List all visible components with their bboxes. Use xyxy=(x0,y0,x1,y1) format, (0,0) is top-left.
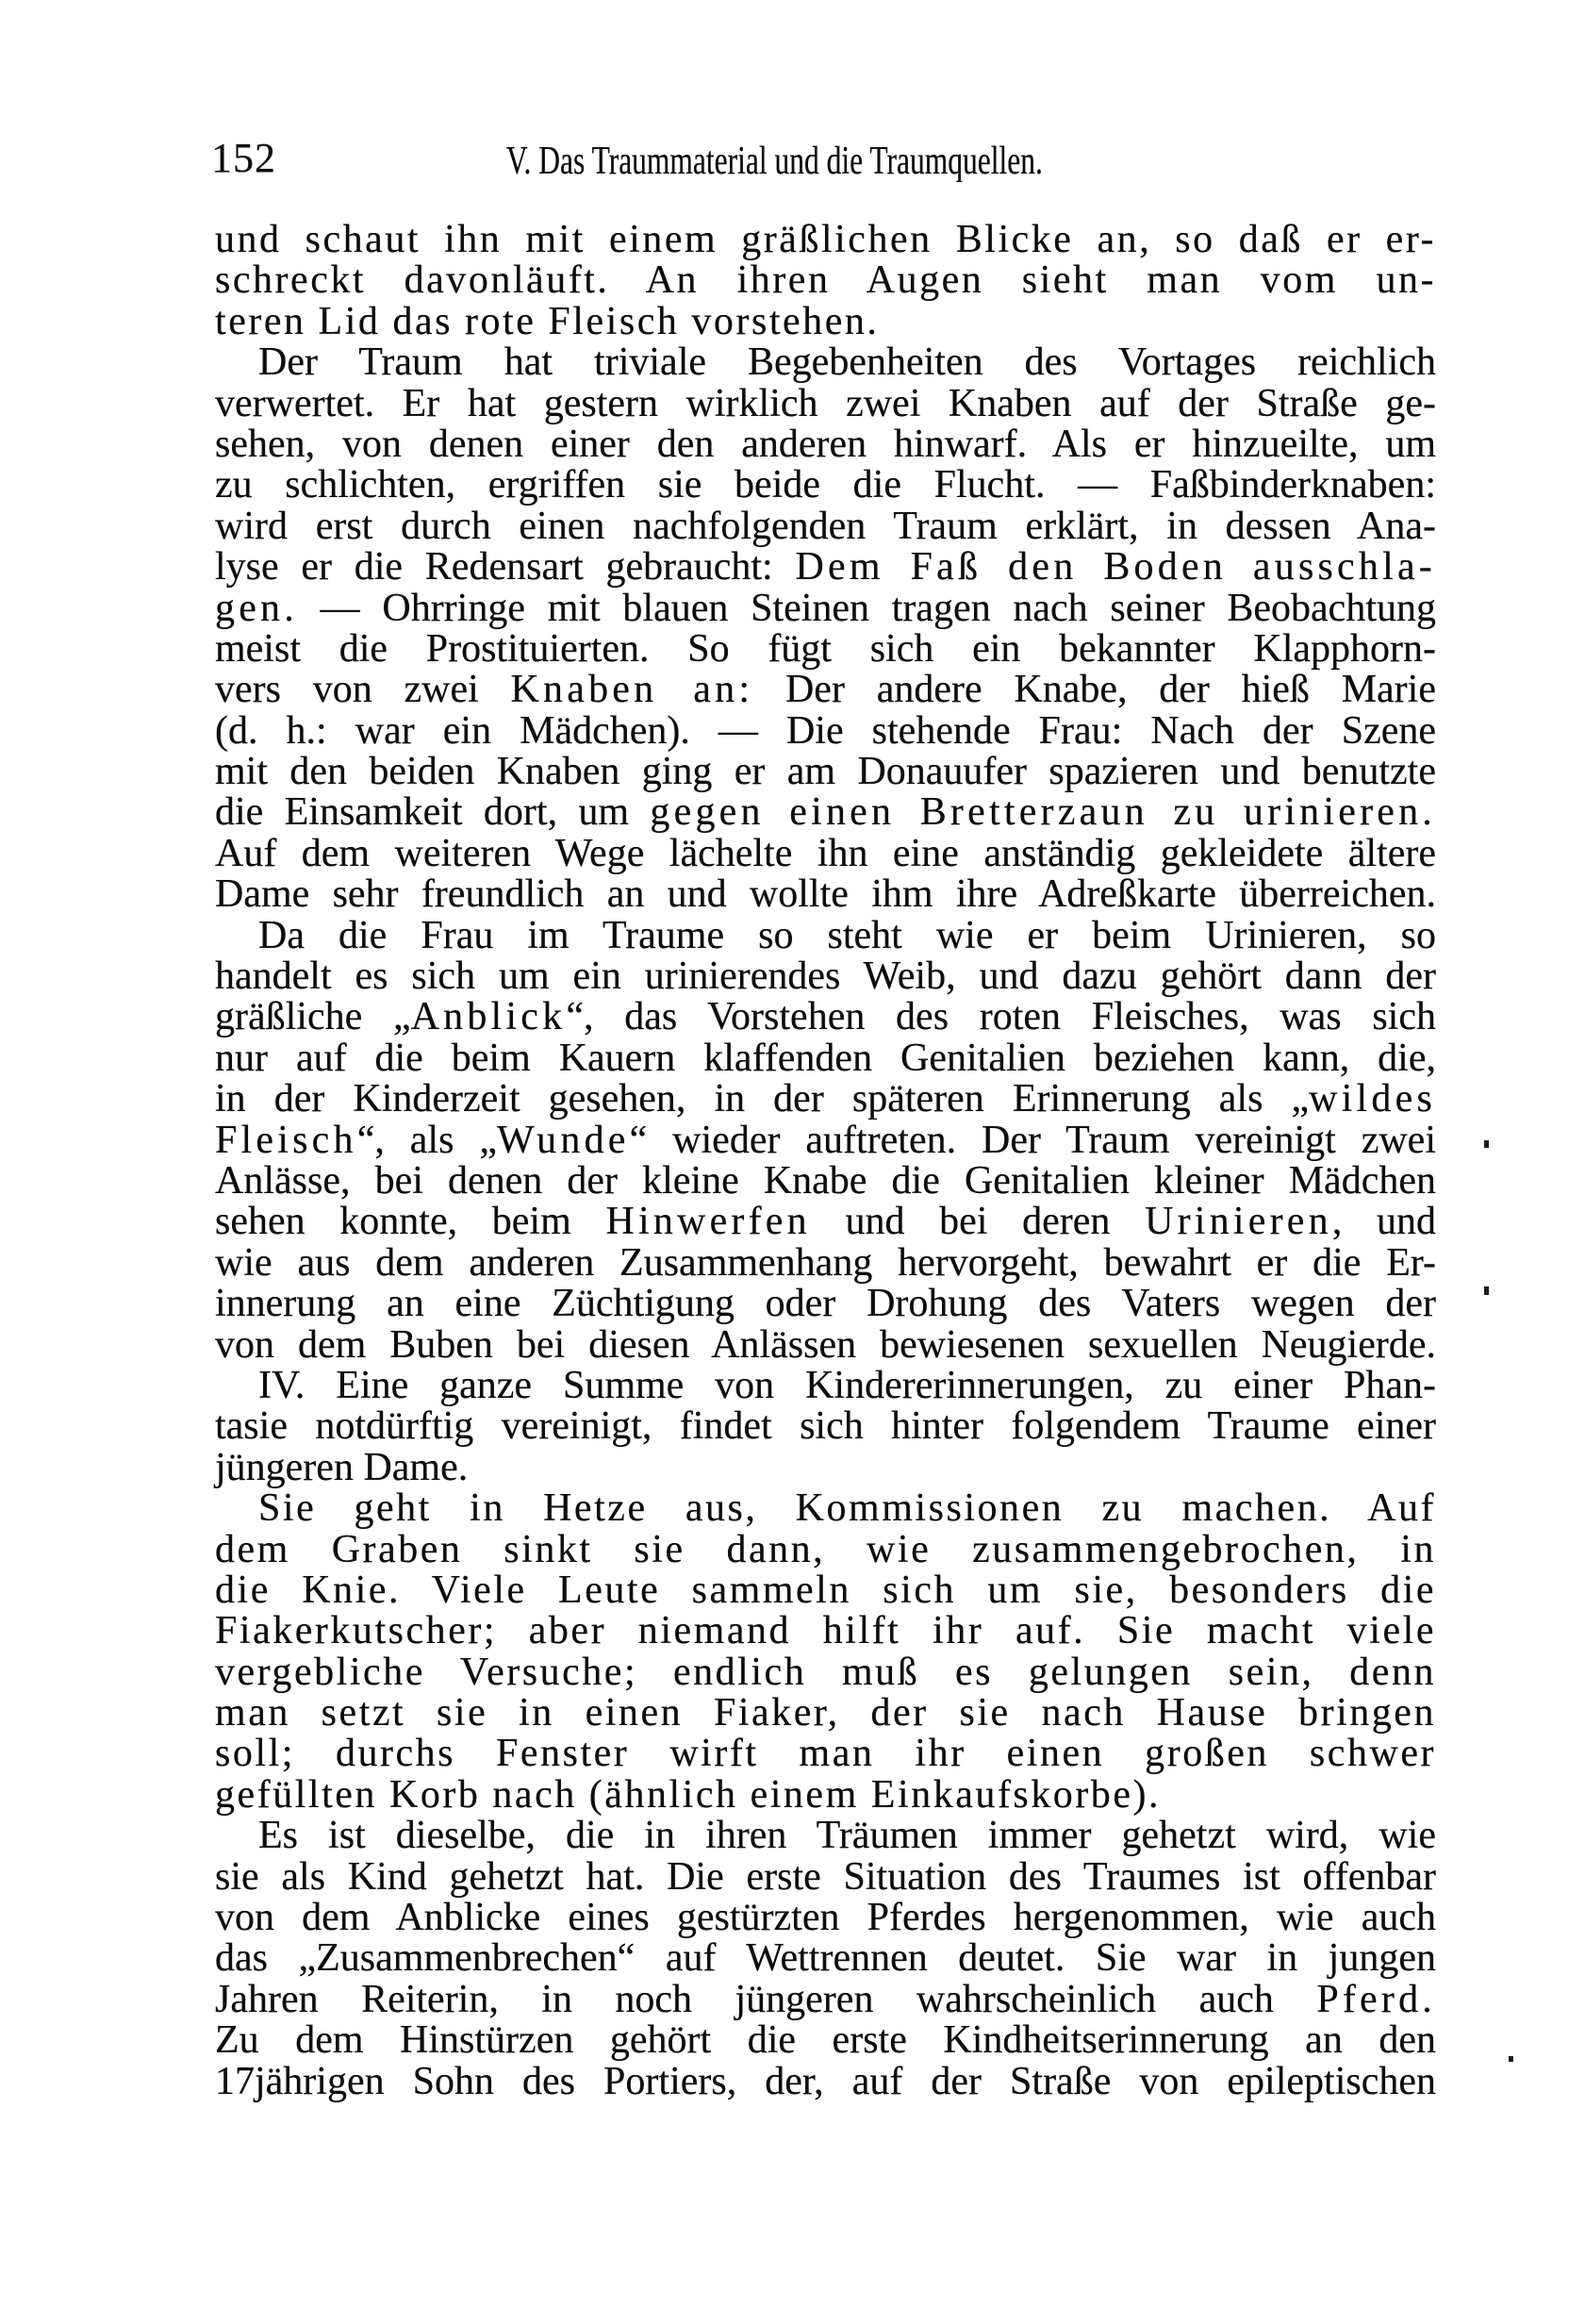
text-line xyxy=(215,913,1436,957)
emphasized-text-run: wildes xyxy=(1309,1077,1436,1121)
text-line xyxy=(215,1693,1436,1734)
text-run: “, als „ xyxy=(356,1118,498,1162)
text-run: Sie geht in Hetze aus, Kommissionen zu machen. Auf xyxy=(258,1486,1436,1531)
text-line xyxy=(215,586,1436,630)
text-line xyxy=(215,997,1436,1038)
emphasized-text-run: Fleisch xyxy=(215,1118,357,1162)
text-run: Der andere Knabe, der hieß Marie xyxy=(753,668,1436,712)
scan-speck xyxy=(1484,1140,1489,1148)
text-run: , und xyxy=(1331,1200,1436,1244)
text-line xyxy=(215,670,1436,710)
text-line xyxy=(215,752,1436,792)
text-run: innerung an eine Züchtigung oder Drohung des Vaters wegen der xyxy=(215,1282,1436,1326)
text-run: sehen konnte, beim xyxy=(215,1200,606,1244)
text-line xyxy=(215,1240,1436,1285)
text-run: Jahren Reiterin, in noch jüngeren wahrscheinlich auch xyxy=(215,1977,1317,2021)
text-run: sie als Kind gehetzt hat. Die erste Situation des Traumes ist offenbar xyxy=(215,1854,1436,1899)
emphasized-text-run: gen. xyxy=(215,586,298,630)
text-line xyxy=(215,708,1436,753)
text-line xyxy=(215,1611,1436,1652)
text-run: gefüllten Korb nach (ähnlich einem Einkaufskorbe). xyxy=(215,1772,1162,1817)
emphasized-text-run: Anblick xyxy=(410,995,567,1039)
text-line xyxy=(215,1445,1436,1489)
text-line xyxy=(215,1363,1436,1407)
text-run: soll; durchs Fenster wirft man ihr einen großen schwer xyxy=(215,1732,1436,1776)
text-line xyxy=(215,506,1436,547)
emphasized-text-run: Dem Faß den Boden ausschla- xyxy=(795,545,1436,589)
text-line xyxy=(215,1527,1436,1571)
emphasized-text-run: gegen einen Bretterzaun zu urinieren. xyxy=(650,790,1437,835)
emphasized-text-run: Hinwerfen xyxy=(605,1200,811,1244)
text-line xyxy=(215,260,1436,301)
text-line xyxy=(215,1977,1436,2021)
text-run: das „Zusammenbrechen“ auf Wettrennen deutet. Sie war in jungen xyxy=(215,1936,1436,1981)
text-run: wie aus dem anderen Zusammenhang hervorgeht, bewahrt er die Er- xyxy=(215,1240,1436,1285)
text-line xyxy=(215,1120,1436,1161)
text-line xyxy=(215,1854,1436,1899)
text-run: Dame sehr freundlich an und wollte ihm ihre Adreßkarte überreichen. xyxy=(215,872,1436,917)
text-line xyxy=(215,1734,1436,1774)
text-line xyxy=(215,220,1436,260)
text-line xyxy=(215,2059,1436,2103)
text-run: mit den beiden Knaben ging er am Donauufer spazieren und benutzte xyxy=(215,750,1436,794)
text-run: gräßliche „ xyxy=(215,995,411,1039)
text-run: jüngeren Dame. xyxy=(215,1445,469,1489)
text-run: die Knie. Viele Leute sammeln sich um sie, besonders die xyxy=(215,1568,1436,1612)
text-run: in der Kinderzeit gesehen, in der späteren Erinnerung als „ xyxy=(215,1077,1310,1121)
text-line xyxy=(215,547,1436,588)
text-line xyxy=(215,1284,1436,1324)
text-line xyxy=(215,956,1436,997)
text-line xyxy=(215,874,1436,915)
text-run: Es ist dieselbe, die in ihren Träumen immer gehetzt wird, wie xyxy=(258,1814,1436,1858)
text-run: Zu dem Hinstürzen gehört die erste Kindheitserinnerung an den xyxy=(215,2018,1436,2063)
text-run: dem Graben sinkt sie dann, wie zusammengebrochen, in xyxy=(215,1527,1436,1571)
text-line xyxy=(215,1202,1436,1242)
text-line xyxy=(215,1038,1436,1079)
text-line xyxy=(215,424,1436,465)
text-run: man setzt sie in einen Fiaker, der sie nach Hause bringen xyxy=(215,1691,1436,1735)
text-run: wird erst durch einen nachfolgenden Traum erklärt, in dessen Ana- xyxy=(215,504,1436,548)
text-run: Anlässe, bei denen der kleine Knabe die Genitalien kleiner Mädchen xyxy=(215,1158,1436,1203)
text-line xyxy=(215,1322,1436,1367)
text-run: “ wieder auftreten. Der Traum vereinigt zwei xyxy=(629,1118,1436,1162)
emphasized-text-run: Pferd. xyxy=(1316,1977,1436,2021)
text-run: handelt es sich um ein urinierendes Weib, und dazu gehört dann der xyxy=(215,954,1436,999)
text-run: vergebliche Versuche; endlich muß es gelungen sein, denn xyxy=(215,1650,1436,1694)
text-run: Da die Frau im Traume so steht wie er beim Urinieren, so xyxy=(258,913,1436,957)
emphasized-text-run: Wunde xyxy=(497,1118,630,1162)
text-line xyxy=(215,1079,1436,1120)
text-line xyxy=(215,831,1436,875)
text-run: und schaut ihn mit einem gräßlichen Blicke an, so daß er er- xyxy=(215,218,1436,261)
text-run: schreckt davonläuft. An ihren Augen sieht man vom un- xyxy=(215,258,1436,303)
text-run: (d. h.: war ein Mädchen). — Die stehende Frau: Nach der Szene xyxy=(215,708,1436,753)
text-run: Fiakerkutscher; aber niemand hilft ihr auf. Sie macht viele xyxy=(215,1609,1436,1653)
text-line xyxy=(215,342,1436,383)
text-run: teren Lid das rote Fleisch vorstehen. xyxy=(215,299,880,343)
scan-speck xyxy=(1484,1286,1489,1295)
text-run: vers von zwei xyxy=(215,668,511,712)
text-run: tasie notdürftig vereinigt, findet sich hinter folgendem Traume einer xyxy=(215,1404,1436,1449)
text-line xyxy=(215,1406,1436,1447)
text-run: meist die Prostituierten. So fügt sich ein bekannter Klapphorn- xyxy=(215,626,1436,671)
text-run: zu schlichten, ergriffen sie beide die Flucht. — Faßbinderknaben: xyxy=(215,463,1436,507)
running-header xyxy=(0,141,1548,181)
text-run: “, das Vorstehen des roten Fleisches, was sich xyxy=(566,995,1436,1039)
text-line xyxy=(215,1158,1436,1203)
text-run: 17jährigen Sohn des Portiers, der, auf der Straße von epileptischen xyxy=(215,2059,1436,2103)
text-run: Der Traum hat triviale Begebenheiten des Vortages reichlich xyxy=(258,340,1436,385)
text-line xyxy=(215,1772,1436,1817)
text-line xyxy=(215,1816,1436,1856)
emphasized-text-run: Knaben an: xyxy=(510,668,754,712)
text-line xyxy=(215,1898,1436,1938)
text-line xyxy=(215,381,1436,425)
text-line xyxy=(215,1652,1436,1693)
text-run: — Ohrringe mit blauen Steinen tragen nach seiner Beobachtung xyxy=(297,586,1436,630)
text-run: von dem Anblicke eines gestürzten Pferdes hergenommen, wie auch xyxy=(215,1896,1436,1940)
scan-speck xyxy=(1509,2056,1513,2062)
page-number: 152 xyxy=(211,135,276,181)
page-body xyxy=(215,220,1436,2102)
text-line xyxy=(215,465,1436,506)
text-run: lyse er die Redensart gebraucht: xyxy=(215,545,796,589)
emphasized-text-run: Urinieren xyxy=(1145,1200,1332,1244)
running-title: V. Das Traummaterial und die Traumquellen. xyxy=(505,140,1043,183)
text-run: die Einsamkeit dort, um xyxy=(215,790,651,835)
text-run: IV. Eine ganze Summe von Kindererinnerungen, zu einer Phan- xyxy=(258,1363,1436,1407)
text-line xyxy=(215,792,1436,833)
text-run: und bei deren xyxy=(810,1200,1146,1244)
text-line xyxy=(215,299,1436,343)
text-run: von dem Buben bei diesen Anlässen bewiesenen sexuellen Neugierde. xyxy=(215,1322,1436,1367)
text-line xyxy=(215,1488,1436,1529)
text-run: sehen, von denen einer den anderen hinwarf. Als er hinzueilte, um xyxy=(215,422,1436,466)
text-line xyxy=(215,1938,1436,1979)
text-line xyxy=(215,2020,1436,2061)
text-run: verwertet. Er hat gestern wirklich zwei Knaben auf der Straße ge- xyxy=(215,381,1436,425)
text-run: Auf dem weiteren Wege lächelte ihn eine anständig gekleidete ältere xyxy=(215,831,1436,875)
text-run: nur auf die beim Kauern klaffenden Genitalien beziehen kann, die, xyxy=(215,1036,1436,1080)
text-line xyxy=(215,626,1436,671)
text-line xyxy=(215,1570,1436,1611)
